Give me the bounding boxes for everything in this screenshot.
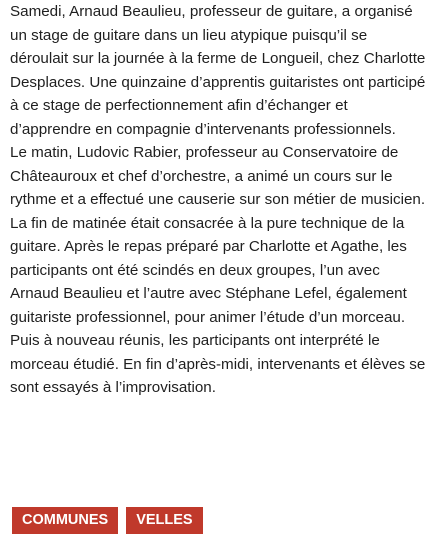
article-paragraph: Le matin, Ludovic Rabier, professeur au Conservatoire de Châteauroux et chef d’orchestre, a animé un cours sur le rythme et a effectué une causerie sur son métier de musicien. La fin de matinée était consacrée à la pure technique de la guitare. Après le repas préparé par Charlotte et Agathe, les participants ont été scindés en deux groupes, l’un avec Arnaud Beaulieu et l’autre avec Stéphane Lefel, également guitariste professionnel, pour animer l’étude d’un morceau. Puis à nouveau réunis, les participants ont interprété le morceau étudié. En fin d’après-midi, intervenants et élèves se sont essayés à l’improvisation. [10, 144, 426, 396]
tag-list [12, 507, 203, 534]
tag-communes[interactable]: COMMUNES [12, 507, 118, 534]
tag-velles[interactable]: VELLES [126, 507, 202, 534]
article-body [10, 0, 428, 400]
article-paragraph: Samedi, Arnaud Beaulieu, professeur de guitare, a organisé un stage de guitare dans un lieu atypique puisqu’il se déroulait sur la journée à la ferme de Longueil, chez Charlotte Desplaces. Une quinzaine d’apprentis guitaristes ont participé à ce stage de perfectionnement afin d’échanger et d’apprendre en compagnie d’intervenants professionnels. [10, 3, 426, 138]
